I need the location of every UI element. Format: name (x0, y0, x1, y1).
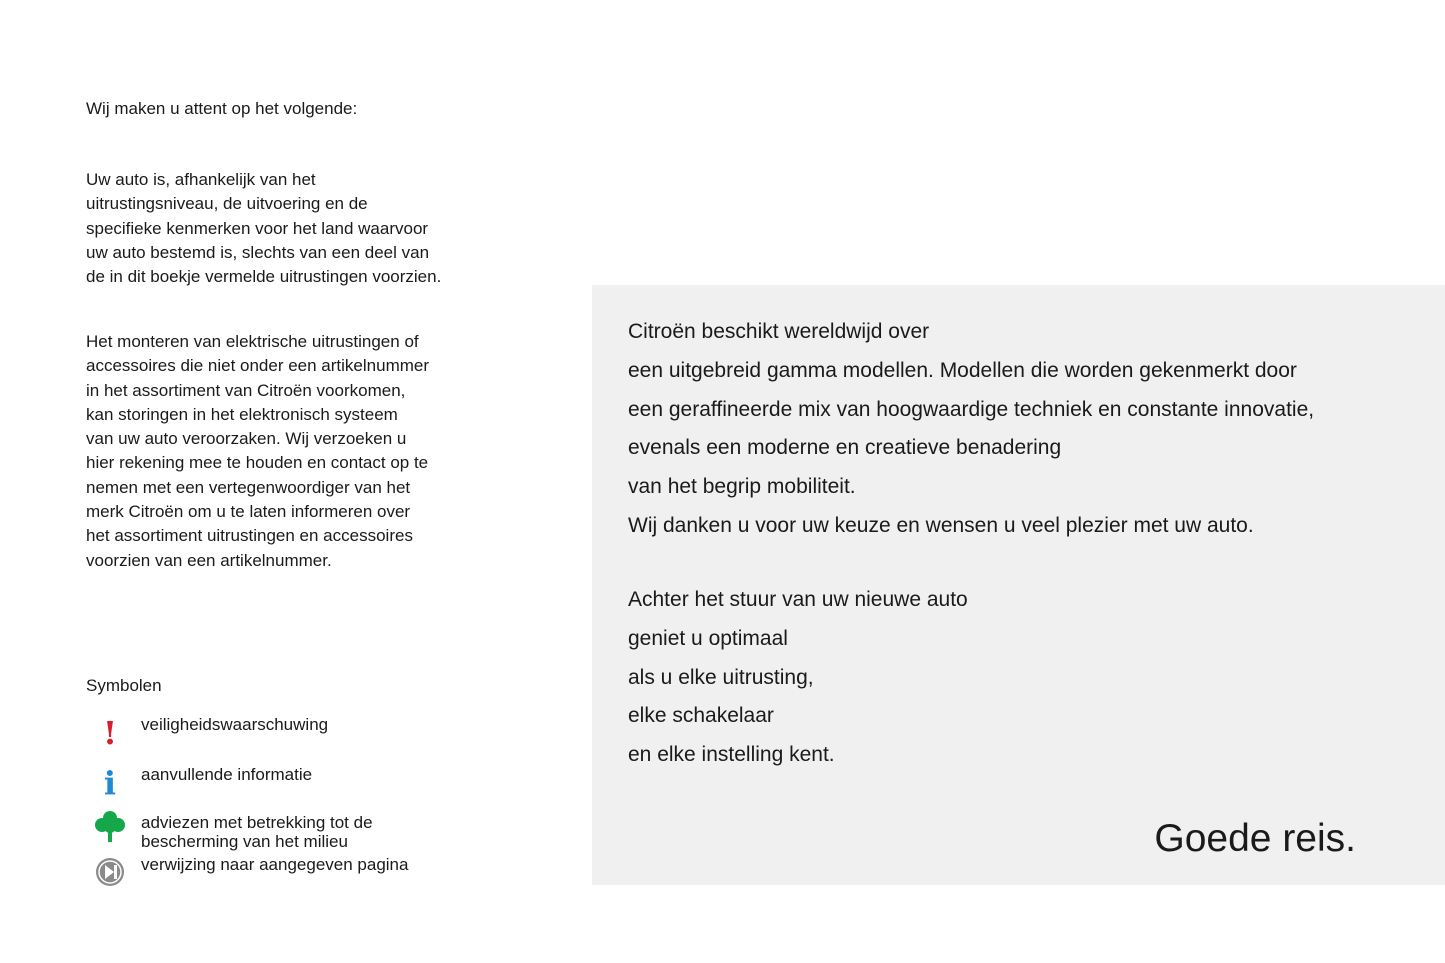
welcome-line: Wij danken u voor uw keuze en wensen u veel plezier met uw auto. (628, 513, 1254, 537)
driving-line: geniet u optimaal (628, 626, 788, 650)
welcome-line: Citroën beschikt wereldwijd over (628, 320, 930, 343)
symbol-label: aanvullende informatie (141, 765, 313, 784)
welcome-line: evenals een moderne en creatieve benadering (628, 436, 1062, 460)
welcome-line: een geraffineerde mix van hoogwaardige techniek en constante innovatie, (628, 397, 1315, 421)
symbol-label: verwijzing naar aangegeven pagina (141, 855, 409, 874)
symbols-title: Symbolen (86, 676, 162, 695)
tree-icon (94, 810, 126, 842)
intro-text: Wij maken u attent op het volgende: (86, 99, 358, 118)
driving-text (628, 581, 968, 775)
symbol-environment (86, 810, 506, 850)
equipment-notice: Uw auto is, afhankelijk van het uitrustingsniveau, de uitvoering en de specifieke kenmerken voor het land waarvoor uw auto bestemd is, slechts van een deel van de in dit boekje vermelde uitrustingen voorzien. (86, 170, 442, 287)
driving-line: Achter het stuur van uw nieuwe auto (628, 588, 968, 611)
closing-greeting: Goede reis. (1154, 817, 1356, 860)
symbol-additional-info (86, 762, 506, 802)
welcome-text (628, 313, 1314, 546)
driving-line: en elke instelling kent. (628, 743, 835, 767)
symbol-page-reference (86, 856, 506, 896)
welcome-line: van het begrip mobiliteit. (628, 475, 856, 499)
info-icon (94, 762, 126, 798)
welcome-line: een uitgebreid gamma modellen. Modellen die worden gekenmerkt door (628, 358, 1297, 382)
svg-text:!: ! (102, 714, 118, 748)
page-reference-icon (94, 856, 126, 888)
symbol-label: veiligheidswaarschuwing (141, 715, 329, 734)
exclamation-icon (94, 712, 126, 748)
symbol-label: adviezen met betrekking tot de bescherming van het milieu (141, 813, 373, 851)
driving-line: als u elke uitrusting, (628, 665, 814, 689)
driving-line: elke schakelaar (628, 704, 774, 728)
welcome-panel (592, 285, 1445, 885)
symbol-safety-warning (86, 712, 506, 752)
svg-text:i: i (103, 764, 117, 798)
accessories-notice: Het monteren van elektrische uitrustingen of accessoires die niet onder een artikelnummer in het assortiment van Citroën voorkomen, kan storingen in het elektronisch systeem van uw auto veroorzaken. Wij verzoeken u hier rekening mee te houden en contact op te nemen met een vertegenwoordiger van het merk Citroën om u te laten informeren over het assortiment uitrustingen en accessoires voorzien van een artikelnummer. (86, 332, 430, 570)
